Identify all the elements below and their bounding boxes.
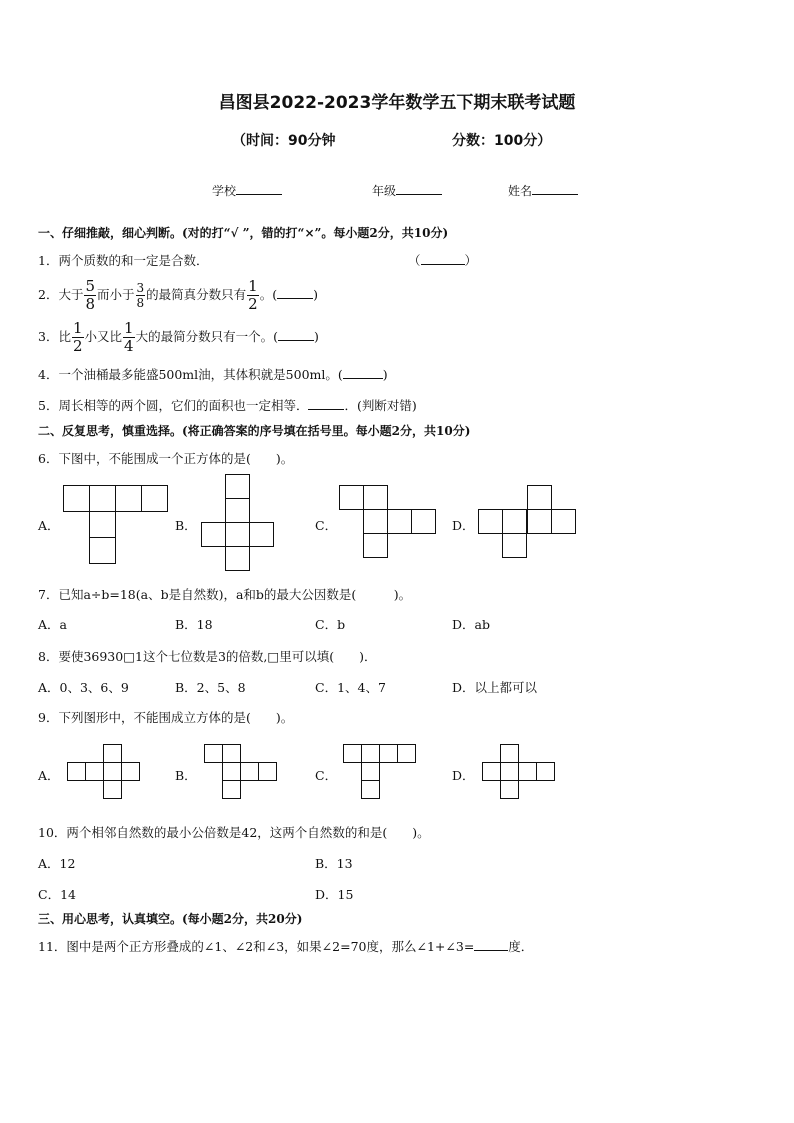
numerator: 1 [248, 277, 258, 295]
net-square [103, 780, 122, 799]
q10-option-c[interactable]: C．14 [38, 887, 76, 902]
q10-option-a[interactable]: A．12 [38, 856, 76, 871]
q7-option-d[interactable]: D．ab [452, 617, 490, 632]
net-square [67, 762, 86, 781]
fraction-1-2 [247, 278, 259, 313]
net-square [361, 744, 380, 763]
q9-label-a: A． [38, 768, 60, 783]
question-1-text: 1．两个质数的和一定是合数． [38, 253, 209, 268]
q9-label-b: B． [175, 768, 197, 783]
net-square [89, 537, 116, 564]
net-square [363, 533, 388, 558]
answer-blank[interactable] [277, 286, 313, 299]
net-square [201, 522, 226, 547]
q11-text: 11．图中是两个正方形叠成的∠1、∠2和∠3，如果∠2=70度，那么∠1+∠3= [38, 939, 475, 954]
net-square [63, 485, 90, 512]
q5-text: 5．周长相等的两个圆，它们的面积也一定相等． [38, 398, 309, 413]
question-8: 8．要使36930□1这个七位数是3的倍数,□里可以填( )． [38, 649, 377, 664]
name-field[interactable] [508, 182, 578, 199]
answer-blank[interactable] [474, 938, 508, 951]
numerator: 1 [124, 319, 134, 337]
q6-label-b: B． [175, 518, 197, 533]
net-square [482, 762, 501, 781]
net-square [222, 780, 241, 799]
net-square [502, 533, 527, 558]
school-blank[interactable] [236, 182, 282, 195]
grade-blank[interactable] [396, 182, 442, 195]
net-square [411, 509, 436, 534]
q2-part-a: 2．大于 [38, 287, 84, 302]
net-square [500, 762, 519, 781]
denominator: 8 [85, 295, 95, 313]
q9-label-c: C． [315, 768, 338, 783]
numerator: 1 [72, 319, 83, 337]
net-square [363, 509, 388, 534]
fraction-5-8 [84, 278, 96, 313]
q8-option-a[interactable]: A．0、3、6、9 [38, 680, 129, 695]
net-square [89, 485, 116, 512]
q5-suffix: ．(判断对错) [344, 398, 417, 413]
net-square [500, 780, 519, 799]
numerator: 3 [136, 281, 145, 295]
denominator: 4 [124, 337, 134, 355]
net-square [258, 762, 277, 781]
section-1-heading: 一、仔细推敲，细心判断。(对的打“√ ”，错的打“×”。每小题2分，共10分) [38, 226, 449, 240]
answer-blank[interactable] [343, 366, 383, 379]
net-square [89, 511, 116, 538]
fraction-3-8 [136, 281, 146, 310]
q4-paren-close: ) [382, 367, 388, 382]
question-9: 9．下列图形中，不能围成立方体的是( )。 [38, 710, 294, 725]
exam-time: （时间：90分钟 [232, 133, 336, 149]
question-1 [38, 251, 208, 269]
paren-open: （ [408, 253, 421, 268]
question-6: 6．下图中，不能围成一个正方体的是( )。 [38, 451, 294, 466]
net-square [225, 546, 250, 571]
net-square [361, 780, 380, 799]
question-3 [38, 320, 319, 355]
denominator: 2 [248, 295, 258, 313]
net-square [204, 744, 223, 763]
q8-option-d[interactable]: D．以上都可以 [452, 680, 538, 695]
net-square [103, 744, 122, 763]
net-square [225, 498, 250, 523]
name-label: 姓名 [508, 184, 533, 198]
q11-suffix: 度． [508, 939, 534, 954]
section-2-heading: 二、反复思考，慎重选择。(将正确答案的序号填在括号里。每小题2分，共10分) [38, 424, 471, 438]
net-square [527, 485, 552, 510]
net-square [518, 762, 537, 781]
net-square [387, 509, 412, 534]
answer-blank[interactable] [421, 252, 465, 265]
net-square [339, 485, 364, 510]
q6-label-d: D． [452, 518, 475, 533]
fraction-1-4 [123, 320, 135, 355]
net-square [103, 762, 122, 781]
q3-part-c: 大的最简分数只有一个。( [135, 329, 278, 344]
page-title: 昌图县2022-2023学年数学五下期末联考试题 [218, 93, 576, 113]
question-1-answer[interactable] [408, 251, 477, 269]
net-square [225, 522, 250, 547]
net-square [115, 485, 142, 512]
net-square [225, 474, 250, 499]
q6-label-c: C． [315, 518, 338, 533]
net-square [343, 744, 362, 763]
school-label: 学校 [212, 184, 237, 198]
grade-field[interactable] [372, 182, 442, 199]
grade-label: 年级 [372, 184, 397, 198]
school-field[interactable] [212, 182, 282, 199]
q3-part-b: 小又比 [84, 329, 123, 344]
q10-option-d[interactable]: D．15 [315, 887, 354, 902]
exam-score: 分数：100分） [452, 133, 552, 149]
question-5 [38, 396, 417, 414]
net-square [379, 744, 398, 763]
net-square [536, 762, 555, 781]
question-11 [38, 937, 533, 955]
q8-option-b[interactable]: B．2、5、8 [175, 680, 246, 695]
name-blank[interactable] [532, 182, 578, 195]
q7-option-b[interactable]: B．18 [175, 617, 213, 632]
net-square [361, 762, 380, 781]
denominator: 2 [72, 337, 83, 355]
net-square [502, 509, 527, 534]
net-square [85, 762, 104, 781]
net-square [397, 744, 416, 763]
q2-part-d: 。( [259, 287, 278, 302]
answer-blank[interactable] [308, 397, 344, 410]
q4-text: 4．一个油桶最多能盛500ml油，其体积就是500ml。( [38, 367, 343, 382]
q3-part-d: ) [313, 329, 319, 344]
net-square [121, 762, 140, 781]
q7-option-c[interactable]: C．b [315, 617, 346, 632]
q6-label-a: A． [38, 518, 60, 533]
fraction-1-2 [72, 320, 84, 355]
denominator: 8 [136, 296, 145, 310]
q2-part-c: 的最简真分数只有 [146, 287, 247, 302]
net-square [527, 509, 552, 534]
net-square [240, 762, 259, 781]
net-square [478, 509, 503, 534]
paren-close: ） [464, 253, 478, 268]
net-square [500, 744, 519, 763]
q7-option-a[interactable]: A．a [38, 617, 67, 632]
answer-blank[interactable] [278, 328, 314, 341]
numerator: 5 [85, 277, 95, 295]
q8-option-c[interactable]: C．1、4、7 [315, 680, 386, 695]
net-square [141, 485, 168, 512]
question-2 [38, 278, 318, 313]
question-4 [38, 365, 388, 383]
question-7: 7．已知a÷b=18(a、b是自然数)，a和b的最大公因数是( )。 [38, 587, 412, 602]
q2-part-b: 而小于 [97, 287, 135, 302]
q9-label-d: D． [452, 768, 475, 783]
net-square [551, 509, 576, 534]
question-10: 10．两个相邻自然数的最小公倍数是42，这两个自然数的和是( )。 [38, 825, 430, 840]
net-square [222, 762, 241, 781]
q2-part-e: ) [313, 287, 318, 302]
net-square [222, 744, 241, 763]
q3-part-a: 3．比 [38, 329, 71, 344]
net-square [249, 522, 274, 547]
q10-option-b[interactable]: B．13 [315, 856, 353, 871]
net-square [363, 485, 388, 510]
section-3-heading: 三、用心思考，认真填空。(每小题2分，共20分) [38, 912, 303, 926]
